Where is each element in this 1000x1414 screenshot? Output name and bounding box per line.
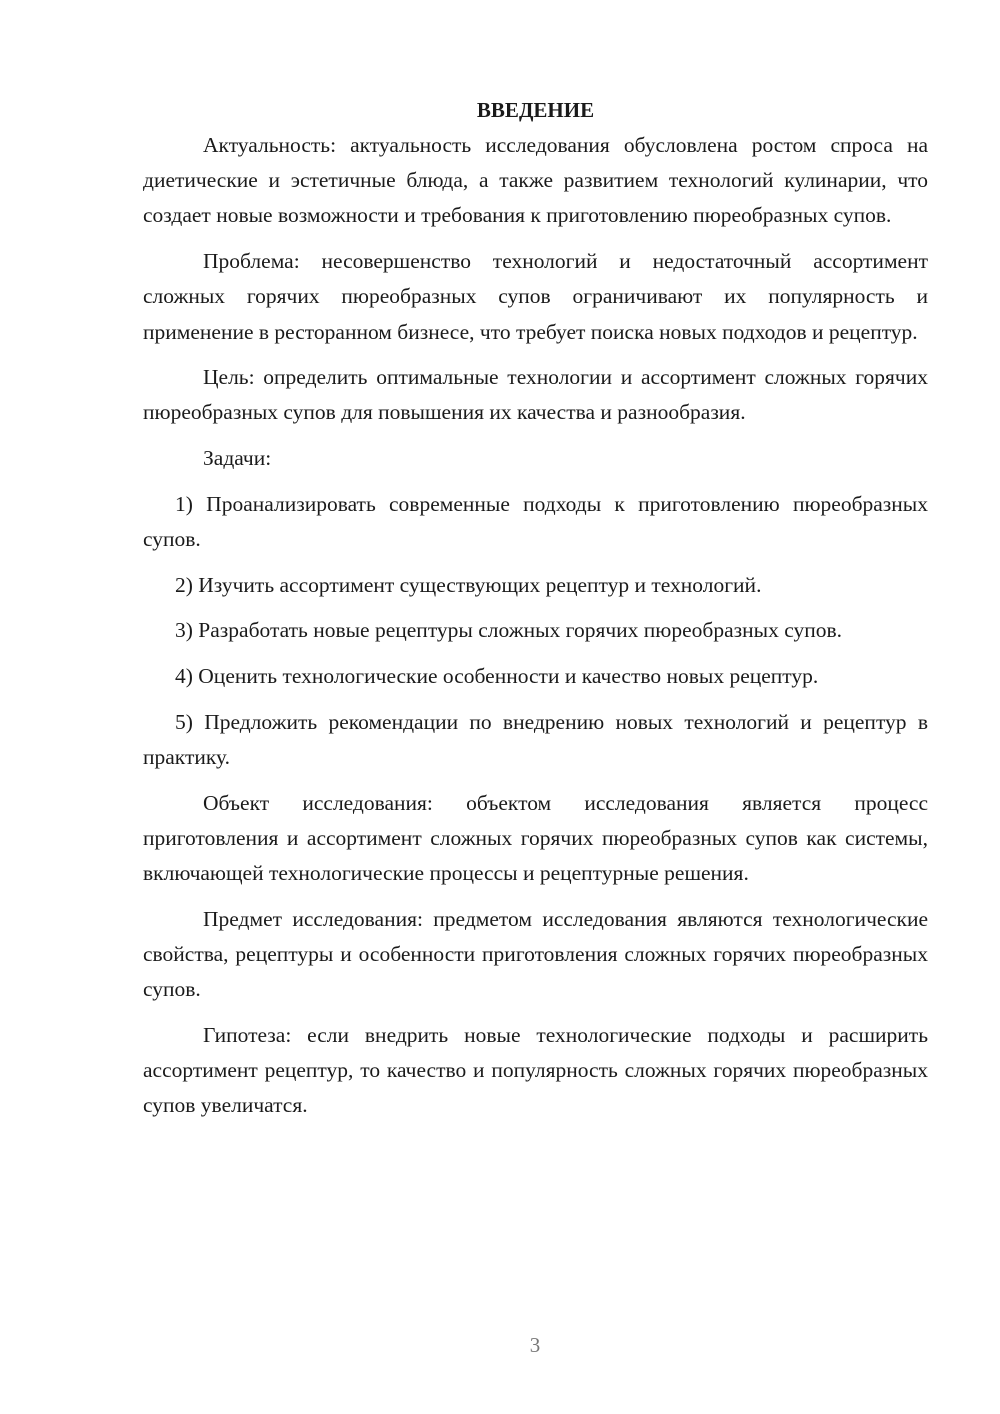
page-title: ВВЕДЕНИЕ	[476, 98, 595, 122]
task-item: 3) Разработать новые рецептуры сложных горячих пюреобразных супов.	[175, 618, 842, 643]
paragraph-problem: Проблема: несовершенство технологий и недостаточный ассортимент сложных горячих пюреобразных супов ограничивают их популярность и применение в ресторанном бизнесе, что требует поиска новых подходов и рецептур.	[143, 249, 928, 344]
paragraph-tasks-heading: Задачи:	[203, 446, 272, 471]
document-page	[143, 93, 928, 1134]
paragraph-hypothesis: Гипотеза: если внедрить новые технологические подходы и расширить ассортимент рецептур, то качество и популярность сложных горячих пюреобразных супов увеличатся.	[143, 1022, 928, 1118]
paragraph-relevance: Актуальность: актуальность исследования обусловлена ростом спроса на диетические и эстетичные блюда, а также развитием технологий кулинарии, что создает новые возможности и требования к приготовлению пюреобразных супов.	[143, 133, 928, 228]
task-item: 1) Проанализировать современные подходы к приготовлению пюреобразных супов.	[143, 491, 928, 552]
task-item: 2) Изучить ассортимент существующих рецептур и технологий.	[175, 572, 762, 597]
paragraph-goal: Цель: определить оптимальные технологии и ассортимент сложных горячих пюреобразных супов для повышения их качества и разнообразия.	[143, 365, 928, 425]
paragraph-subject: Предмет исследования: предметом исследования являются технологические свойства, рецептуры и особенности приготовления сложных горячих пюреобразных супов.	[143, 906, 928, 1002]
paragraph-object: Объект исследования: объектом исследования является процесс приготовления и ассортимент сложных горячих пюреобразных супов как системы, включающей технологические процессы и рецептурные решения.	[143, 790, 928, 886]
page-number: 3	[529, 1333, 541, 1357]
task-item: 4) Оценить технологические особенности и качество новых рецептур.	[175, 664, 819, 689]
task-item: 5) Предложить рекомендации по внедрению новых технологий и рецептур в практику.	[143, 709, 928, 770]
